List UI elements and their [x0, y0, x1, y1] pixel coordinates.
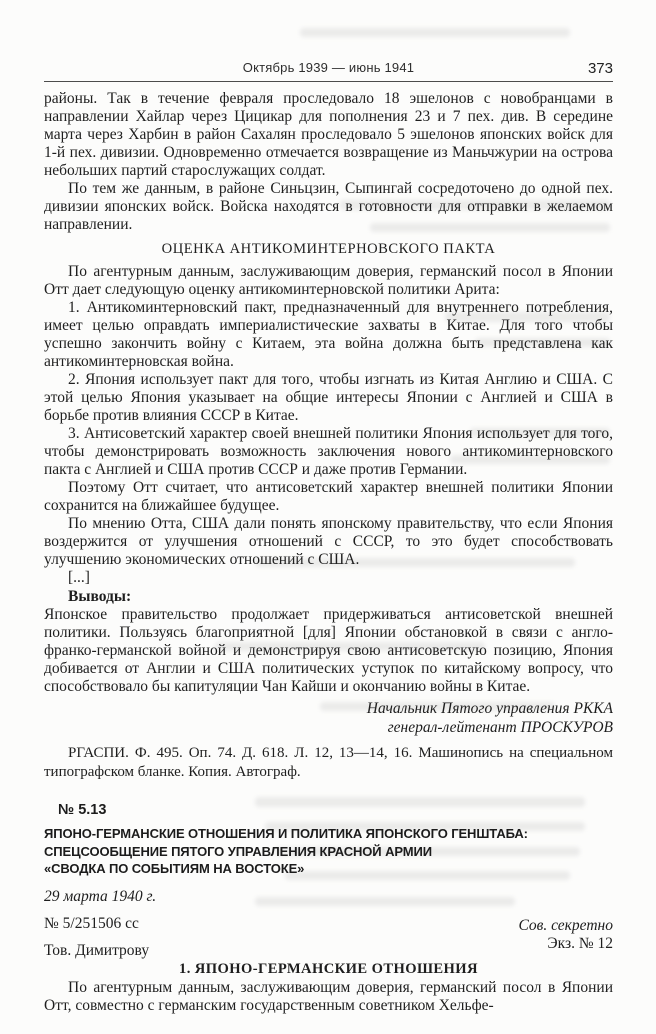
- conclusions-label: Выводы:: [68, 588, 132, 605]
- page-number: 373: [587, 60, 613, 77]
- signature-block: [44, 699, 613, 737]
- document-ref-number: № 5/251506 сс: [44, 914, 139, 932]
- paragraph-sinczin: По тем же данным, в районе Синьцзин, Сыпингай сосредоточено до одной пех. дивизии японских войск. Войска находятся в готовности для отправки в желаемом направлении.: [44, 180, 613, 233]
- paragraph-point-1: 1. Антикоминтерновский пакт, предназначенный для внутреннего потребления, имеет целью оправдать империалистические захваты в Китае. Для того чтобы успешно закончить войну с Китаем, эта война должна быть представлена как антикоминтерновская война.: [44, 299, 613, 370]
- document-title-line2: СПЕЦСООБЩЕНИЕ ПЯТОГО УПРАВЛЕНИЯ КРАСНОЙ АРМИИ: [44, 843, 432, 859]
- paragraph-ott-intro: По агентурным данным, заслуживающим доверия, германский посол в Японии Отт дает следующую оценку антикоминтерновской политики Арита:: [44, 263, 613, 298]
- document-title-line3: «СВОДКА ПО СОБЫТИЯМ НА ВОСТОКЕ»: [44, 861, 305, 876]
- section-heading-anticomintern-pact: ОЦЕНКА АНТИКОМИНТЕРНОВСКОГО ПАКТА: [161, 241, 496, 257]
- signature-name: генерал-лейтенант ПРОСКУРОВ: [387, 719, 613, 736]
- archive-reference: РГАСПИ. Ф. 495. Оп. 74. Д. 618. Л. 12, 13—14, 16. Машинопись на специальном типографском бланке. Копия. Автограф.: [44, 745, 613, 780]
- document-date: 29 марта 1940 г.: [44, 887, 157, 905]
- running-header: [44, 60, 613, 77]
- document-meta-right: [518, 917, 613, 960]
- signature-title: Начальник Пятого управления РККА: [366, 700, 613, 717]
- paragraph-ott-opinion: Поэтому Отт считает, что антисоветский характер внешней политики Японии сохранится на ближайшее будущее.: [44, 479, 613, 514]
- running-header-title: Октябрь 1939 — июнь 1941: [242, 60, 415, 75]
- paragraph-doc513-opening: По агентурным данным, заслуживающим доверия, германский посол в Японии Отт, совместно с германским государственным советником Хельфе-: [44, 978, 613, 1014]
- document-addressee: Тов. Димитрову: [44, 941, 150, 959]
- classification-stamp: Сов. секретно: [518, 916, 613, 934]
- paragraph-point-2: 2. Япония использует пакт для того, чтобы изгнать из Китая Англию и США. С этой целью Япония указывает на общие интересы Японии с Англией и США в борьбе против влияния СССР в Китае.: [44, 371, 613, 424]
- paragraph-conclusions: Японское правительство продолжает придерживаться антисоветской внешней политики. Пользуясь благоприятной [для] Японии обстановкой в связи с англо-франко-германской войной и демонстрируя свою антисоветскую позицию, Япония добивается от Англии и США политических уступок по китайскому вопросу, что способствовало бы капитуляции Чан Кайши и окончанию войны в Китае.: [44, 606, 613, 695]
- section-heading-japan-german-relations: 1. ЯПОНО-ГЕРМАНСКИЕ ОТНОШЕНИЯ: [179, 960, 478, 977]
- bleed-through-artifact: [300, 28, 570, 37]
- document-meta-left: [44, 914, 149, 960]
- paragraph-point-3: 3. Антисоветский характер своей внешней политики Япония использует для того, чтобы демонстрировать возможность заключения нового антикоминтерновского пакта с Англией и США против СССР и даже против Германии.: [44, 425, 613, 478]
- paragraph-troop-movements: районы. Так в течение февраля проследовало 18 эшелонов с новобранцами в направлении Хайлар через Цицикар для пополнения 23 и 7 пех. див. В середине марта через Харбин в район Сахалян проследовало 5 эшелонов японских войск для 1-й пех. дивизии. Одновременно отмечается возвращение из Маньчжурии на острова небольших партий старослужащих солдат.: [44, 90, 613, 179]
- document-meta-row: [44, 914, 613, 960]
- omission-mark: [...]: [68, 569, 90, 586]
- document-number: № 5.13: [58, 802, 107, 818]
- document-title: [44, 825, 613, 878]
- document-title-line1: ЯПОНО-ГЕРМАНСКИЕ ОТНОШЕНИЯ И ПОЛИТИКА ЯПОНСКОГО ГЕНШТАБА:: [44, 826, 528, 841]
- paragraph-usa-relations: По мнению Отта, США дали понять японскому правительству, что если Япония воздержится от улучшения отношений с СССР, то это будет способствовать улучшению экономических отношений с США.: [44, 515, 613, 568]
- header-rule: [44, 81, 613, 82]
- copy-number: Экз. № 12: [547, 934, 613, 952]
